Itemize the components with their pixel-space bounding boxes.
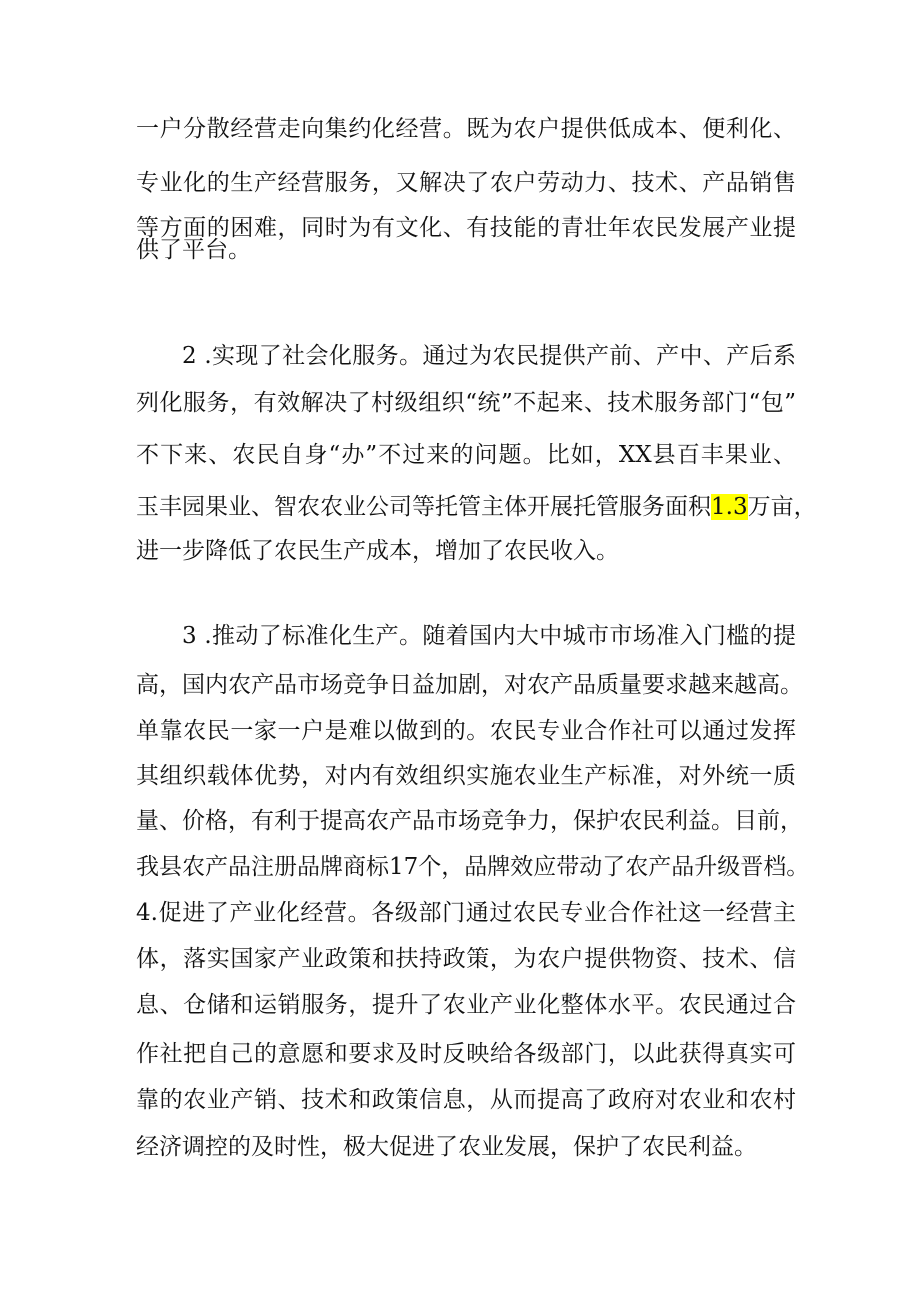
paragraph-line: 体，落实国家产业政策和扶持政策，为农户提供物资、技术、信	[136, 946, 796, 972]
paragraph-line: 3 .推动了标准化生产。随着国内大中城市市场准入门槛的提	[182, 623, 796, 649]
paragraph-line: 2 .实现了社会化服务。通过为农民提供产前、产中、产后系	[182, 343, 796, 369]
paragraph-line: 进一步降低了农民生产成本，增加了农民收入。	[136, 538, 619, 564]
line-text-before: 玉丰园果业、智农农业公司等托管主体开展托管服务面积	[136, 494, 711, 520]
paragraph-line: 靠的农业产销、技术和政策信息，从而提高了政府对农业和农村	[136, 1087, 796, 1113]
paragraph-line-with-highlight	[136, 488, 817, 526]
paragraph-line: 列化服务，有效解决了村级组织“统”不起来、技术服务部门“包”	[136, 390, 796, 416]
paragraph-line: 单靠农民一家一户是难以做到的。农民专业合作社可以通过发挥	[136, 718, 796, 744]
paragraph-line: 等方面的困难，同时为有文化、有技能的青壮年农民发展产业提	[136, 215, 796, 241]
paragraph-line: 专业化的生产经营服务，又解决了农户劳动力、技术、产品销售	[136, 170, 796, 196]
paragraph-line: 作社把自己的意愿和要求及时反映给各级部门，以此获得真实可	[136, 1041, 796, 1067]
paragraph-line: 经济调控的及时性，极大促进了农业发展，保护了农民利益。	[136, 1134, 757, 1160]
paragraph-line: 4.促进了产业化经营。各级部门通过农民专业合作社这一经营主	[136, 900, 796, 926]
paragraph-line: 量、价格，有利于提高农产品市场竞争力，保护农民利益。目前，	[136, 808, 803, 834]
paragraph-line: 其组织载体优势，对内有效组织实施农业生产标准，对外统一质	[136, 763, 796, 789]
highlighted-number: 1.3	[711, 494, 748, 520]
paragraph-line: 不下来、农民自身“办”不过来的问题。比如，XX县百丰果业、	[136, 442, 796, 468]
paragraph-line: 高，国内农产品市场竞争日益加剧，对农产品质量要求越来越高。	[136, 672, 803, 698]
line-text-after: 万亩，	[747, 494, 817, 520]
paragraph-line: 一户分散经营走向集约化经营。既为农户提供低成本、便利化、	[136, 116, 796, 142]
paragraph-line: 供了平台。	[136, 237, 251, 263]
paragraph-line: 息、仓储和运销服务，提升了农业产业化整体水平。农民通过合	[136, 992, 796, 1018]
paragraph-line: 我县农产品注册品牌商标17个，品牌效应带动了农产品升级晋档。	[136, 854, 810, 880]
